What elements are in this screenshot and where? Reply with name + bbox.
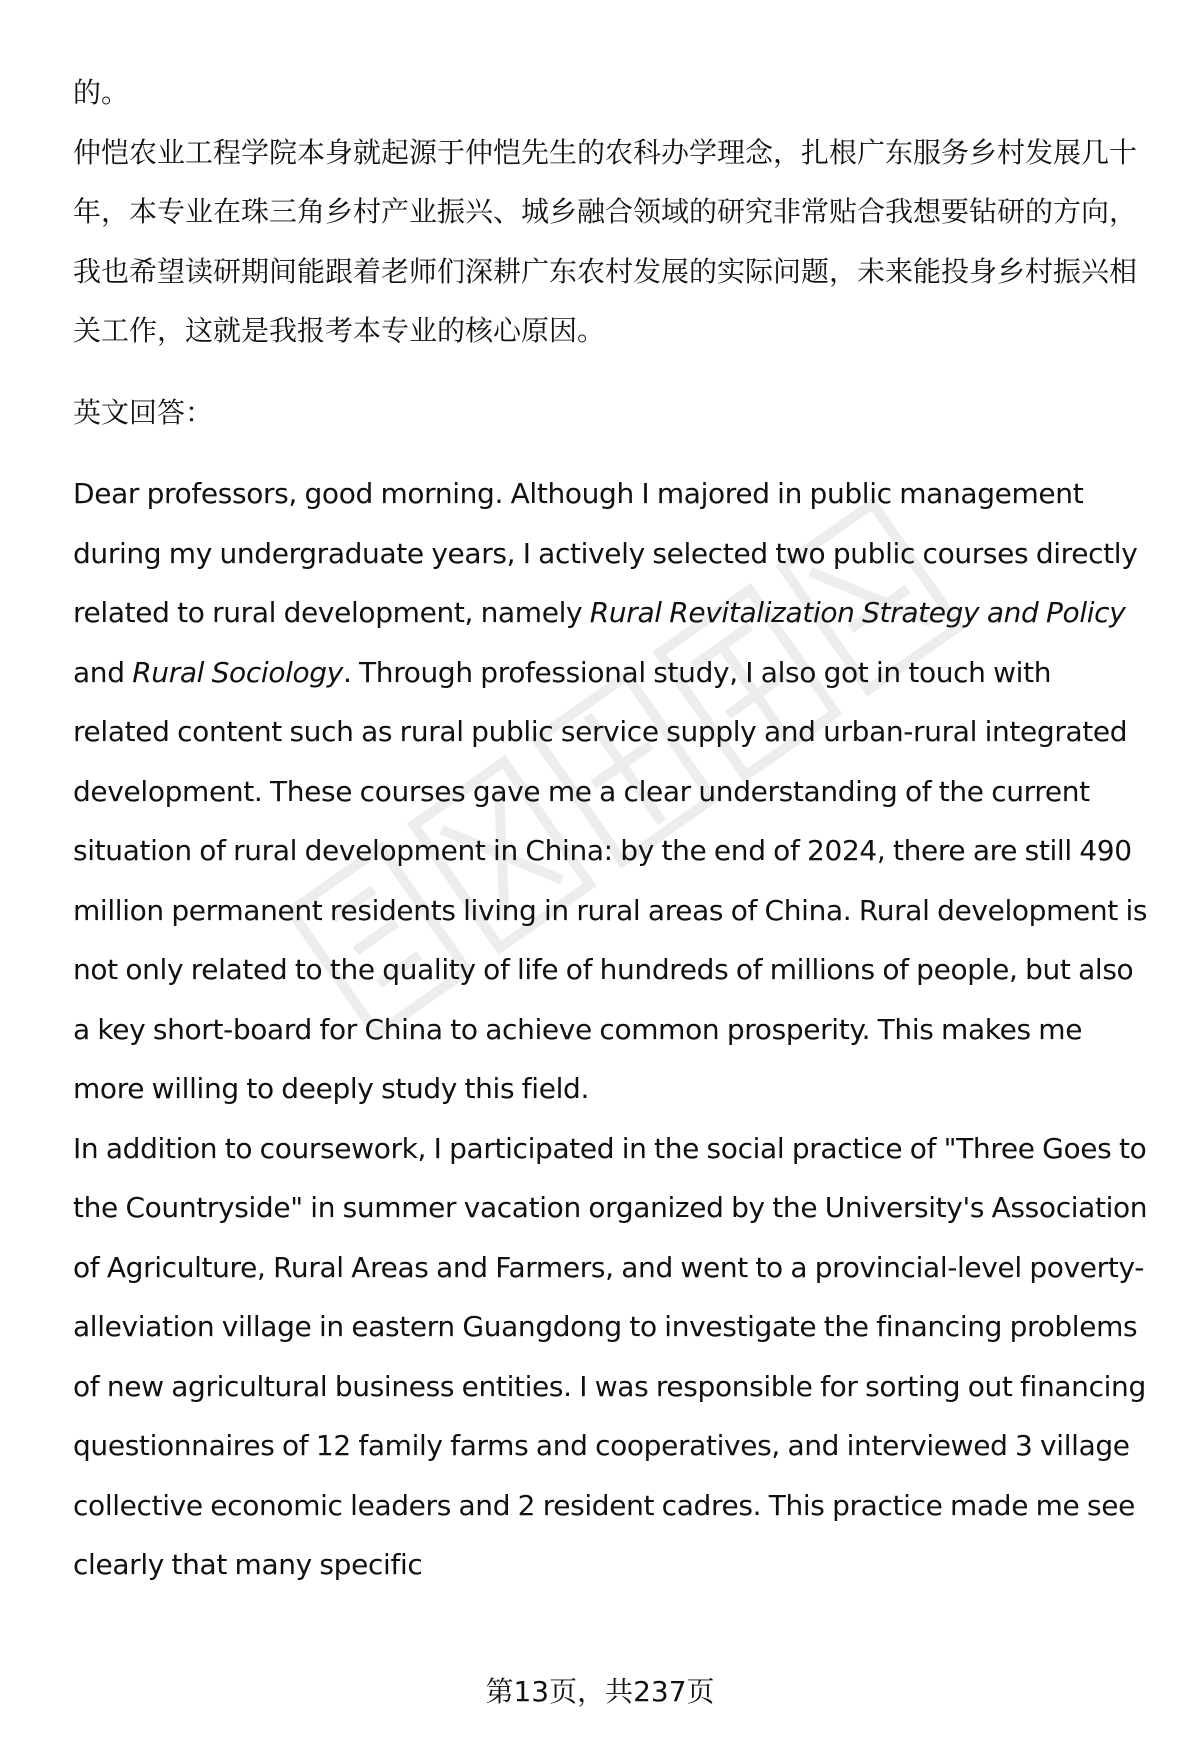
chinese-paragraph: 仲恺农业工程学院本身就起源于仲恺先生的农科办学理念，扎根广东服务乡村发展几十年，本专业在珠三角乡村产业振兴、城乡融合领域的研究非常贴合我想要钻研的方向，我也希望读研期间能跟着老师们深耕广东农村发展的实际问题，未来能投身乡村振兴相关工作，这就是我报考本专业的核心原因。 <box>73 135 1138 347</box>
english-paragraph-1-part-2: . Through professional study, I also got in touch with related content such as rural public service supply and urban-rural integrated development. These courses gave me a clear understanding of the current situation of rural development in China: by the end of 2024, there are still 490 million permanent residents living in rural areas of China. Rural development is not only related to the quality of life of hundreds of millions of people, but also a key short-board for China to achieve common prosperity. This makes me more willing to deeply study this field. <box>73 655 1148 1105</box>
english-conjunction: and <box>73 655 133 689</box>
page-number: 第13页，共237页 <box>485 1675 715 1708</box>
course-title-2: Rural Sociology <box>132 655 343 689</box>
english-paragraph-1 <box>73 464 1153 1119</box>
english-answer-heading: 英文回答： <box>73 395 214 429</box>
english-paragraph-1-part-1: Dear professors, good morning. Although I majored in public management during my undergraduate years, I actively selected two public courses directly related to rural development, namely <box>73 477 1138 629</box>
english-paragraph-2: In addition to coursework, I participated in the social practice of "Three Goes to the Countryside" in summer vacation organized by the University's Association of Agriculture, Rural Areas and Farmers, and went to a provincial-level poverty-alleviation village in eastern Guangdong to investigate the financing problems of new agricultural business entities. I was responsible for sorting out financing questionnaires of 12 family farms and cooperatives, and interviewed 3 village collective economic leaders and 2 resident cadres. This practice made me see clearly that many specific <box>73 1131 1148 1581</box>
chinese-continuation: 的。 <box>73 76 130 109</box>
page-body <box>73 63 1153 1595</box>
english-answer <box>73 464 1153 1595</box>
course-title-1: Rural Revitalization Strategy and Policy <box>589 596 1126 629</box>
